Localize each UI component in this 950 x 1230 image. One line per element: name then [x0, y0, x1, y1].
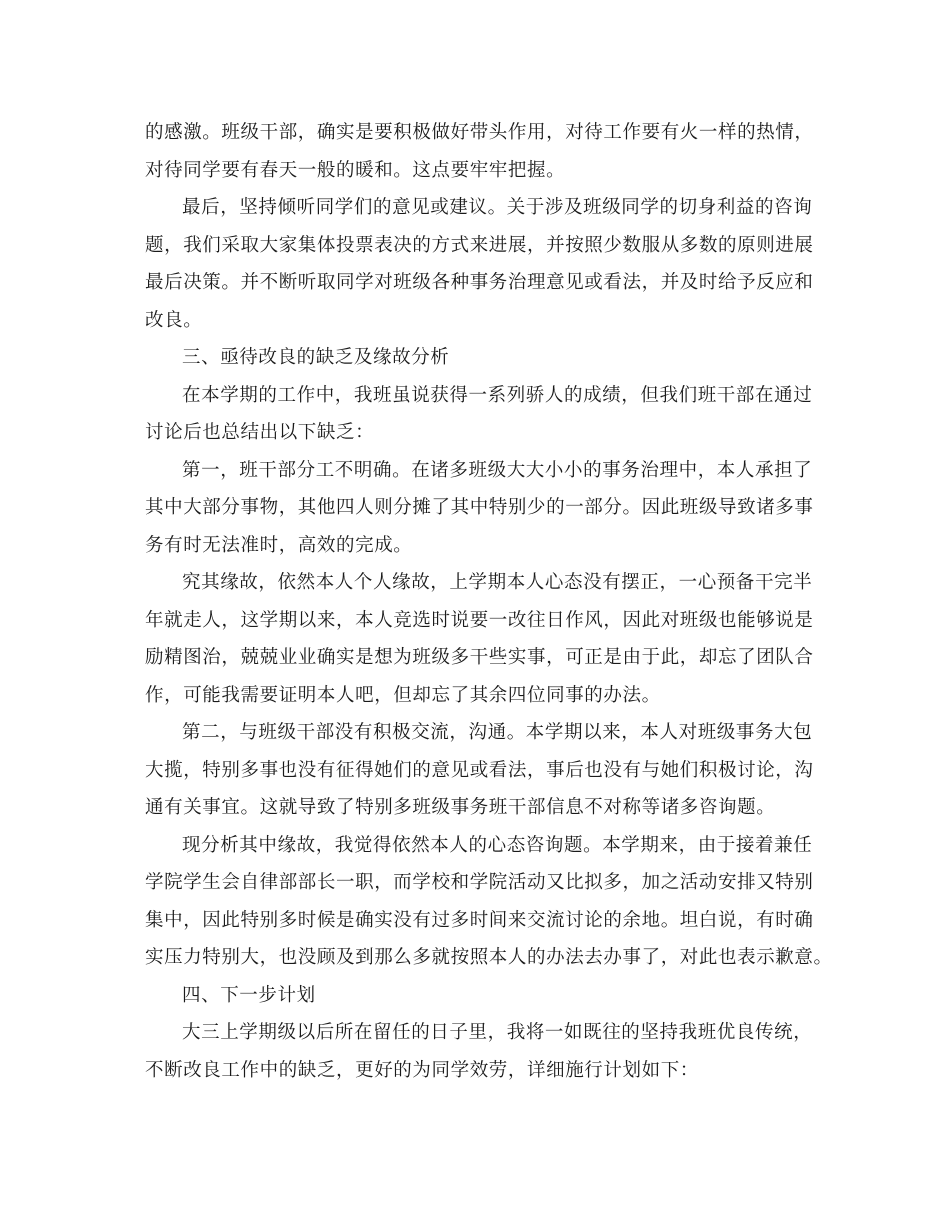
text-line: 不断改良工作中的缺乏，更好的为同学效劳，详细施行计划如下：: [145, 1059, 699, 1081]
text-line: 学院学生会自律部部长一职，而学校和学院活动又比拟多，加之活动安排又特别: [145, 872, 814, 893]
text-line: 大揽，特别多事也没有征得她们的意见或看法，事后也没有与她们积极讨论，沟: [145, 759, 814, 781]
text-line: 第二，与班级干部没有积极交流，沟通。本学期以来，本人对班级事务大包: [182, 722, 813, 743]
text-line: 讨论后也总结出以下缺乏：: [145, 422, 375, 443]
text-line: 的感激。班级干部，确实是要积极做好带头作用，对待工作要有火一样的热情，: [145, 122, 814, 143]
text-line: 务有时无法准时，高效的完成。: [145, 534, 413, 556]
document-body: [145, 114, 833, 1089]
text-line: 第一，班干部分工不明确。在诸多班级大大小小的事务治理中，本人承担了: [182, 459, 813, 481]
text-line: 最后决策。并不断听取同学对班级各种事务治理意见或看法，并及时给予反应和: [145, 272, 814, 293]
text-line: 大三上学期级以后所在留任的日子里，我将一如既往的坚持我班优良传统，: [182, 1022, 813, 1043]
text-line: 其中大部分事物，其他四人则分摊了其中特别少的一部分。因此班级导致诸多事: [145, 497, 814, 518]
text-line: 对待同学要有春天一般的暖和。这点要牢牢把握。: [145, 159, 566, 181]
text-line: 实压力特别大，也没顾及到那么多就按照本人的办法去办事了，对此也表示歉意。: [145, 947, 833, 968]
text-line: 集中，因此特别多时候是确实没有过多时间来交流讨论的余地。坦白说，有时确: [145, 909, 814, 931]
text-line: 究其缘故，依然本人个人缘故，上学期本人心态没有摆正，一心预备干完半: [182, 572, 813, 593]
text-line: 最后，坚持倾听同学们的意见或建议。关于涉及班级同学的切身利益的咨询: [182, 197, 813, 218]
text-line: 题，我们采取大家集体投票表决的方式来进展，并按照少数服从多数的原则进展: [145, 234, 814, 256]
text-line: 改良。: [145, 309, 203, 331]
text-line: 通有关事宜。这就导致了特别多班级事务班干部信息不对称等诸多咨询题。: [145, 797, 776, 818]
text-line: 作，可能我需要证明本人吧，但却忘了其余四位同事的办法。: [145, 684, 661, 706]
section-heading: 四、下一步计划: [182, 984, 316, 1006]
section-heading: 三、亟待改良的缺乏及缘故分析: [182, 347, 450, 368]
text-line: 现分析其中缘故，我觉得依然本人的心态咨询题。本学期来，由于接着兼任: [182, 834, 813, 856]
text-line: 励精图治，兢兢业业确实是想为班级多干些实事，可正是由于此，却忘了团队合: [145, 647, 814, 668]
text-line: 在本学期的工作中，我班虽说获得一系列骄人的成绩，但我们班干部在通过: [182, 384, 813, 406]
text-line: 年就走人，这学期以来，本人竞选时说要一改往日作风，因此对班级也能够说是: [145, 609, 814, 631]
